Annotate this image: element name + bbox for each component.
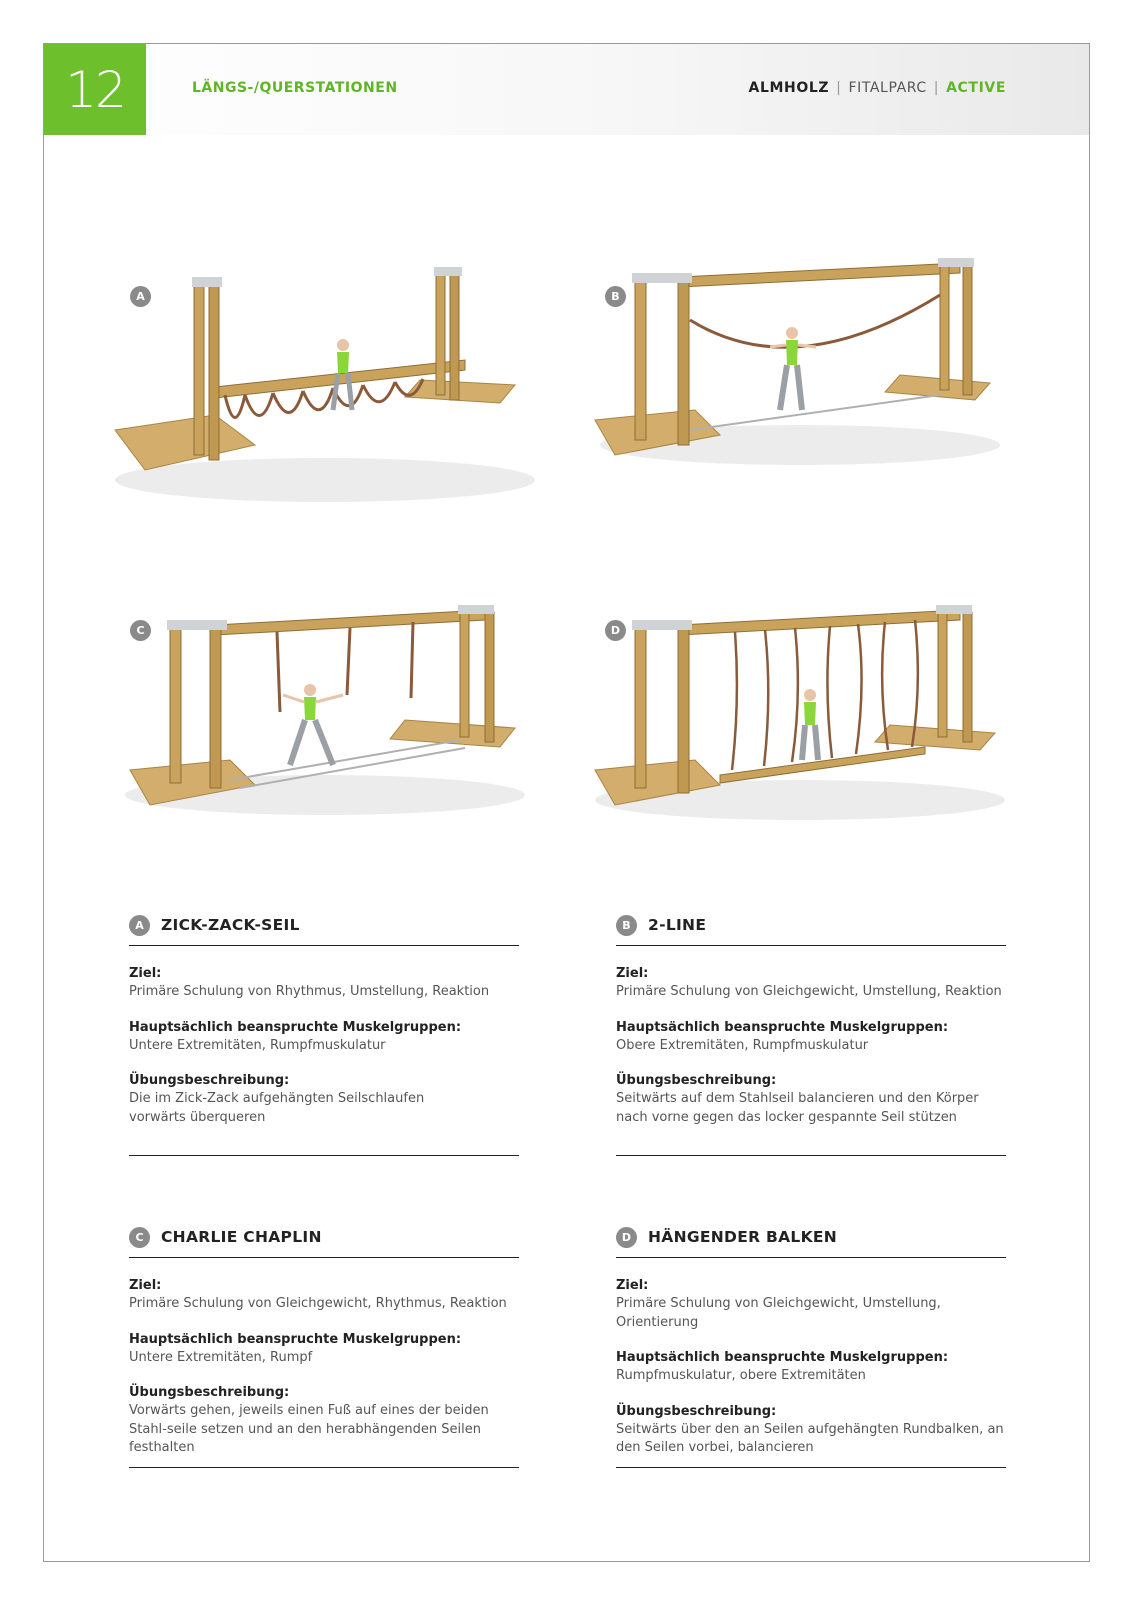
station-title: ZICK-ZACK-SEIL [161,916,300,934]
uebung-label: Übungsbeschreibung: [616,1073,777,1088]
ziel-label: Ziel: [616,966,649,981]
2-line-icon [580,255,1020,555]
uebung-field [129,1072,519,1127]
badge-d: D [605,620,626,641]
brand-separator: | [933,80,940,96]
uebung-text: Die im Zick-Zack aufgehängten Seilschlaufen vorwärts überqueren [129,1091,425,1125]
badge-c: C [130,620,151,641]
muskel-field [616,1349,1006,1386]
muskel-text: Untere Extremitäten, Rumpfmuskulatur [129,1037,386,1053]
section-title: LÄNGS-/QUERSTATIONEN [192,80,398,96]
charlie-chaplin-illustration [105,600,545,900]
divider [616,1257,1006,1258]
station-card-b [616,912,1006,1127]
station-card-a [129,912,519,1127]
haengender-balken-illustration [580,600,1020,900]
ziel-field [616,965,1006,1002]
muskel-label: Hauptsächlich beanspruchte Muskelgruppen: [616,1019,949,1035]
card-header [129,1224,519,1254]
brand-separator: | [836,80,842,96]
ziel-field [129,965,519,1002]
uebung-field [129,1384,519,1458]
muskel-field [129,1331,519,1368]
ziel-text: Primäre Schulung von Gleichgewicht, Rhythmus, Reaktion [129,1296,507,1311]
2-line-illustration [580,255,1020,555]
station-card-c [129,1224,519,1458]
station-card-d [616,1224,1006,1458]
zick-zack-seil-illustration [105,255,545,555]
badge-a: A [130,286,151,307]
badge-b: B [616,915,637,936]
page-number: 12 [44,44,146,135]
badge-c: C [129,1227,150,1248]
muskel-field [129,1019,519,1056]
card-header [129,912,519,942]
uebung-label: Übungsbeschreibung: [129,1073,290,1088]
station-title: 2-LINE [648,916,707,934]
muskel-label: Hauptsächlich beanspruchte Muskelgruppen: [616,1350,949,1365]
ziel-text: Primäre Schulung von Gleichgewicht, Umstellung, Reaktion [616,984,1002,999]
uebung-field [616,1403,1006,1458]
uebung-label: Übungsbeschreibung: [129,1385,290,1400]
brand-fitalparc: FITALPARC [848,80,927,96]
divider [616,945,1006,946]
ziel-field [129,1277,519,1314]
ziel-label: Ziel: [616,1278,649,1293]
badge-b: B [605,286,626,307]
muskel-text: Untere Extremitäten, Rumpf [129,1349,313,1365]
charlie-chaplin-icon [105,600,545,900]
muskel-label: Hauptsächlich beanspruchte Muskelgruppen: [129,1019,462,1035]
brand-almholz: ALMHOLZ [748,80,830,96]
station-title: HÄNGENDER BALKEN [648,1228,838,1246]
divider [129,945,519,946]
muskel-text: Rumpfmuskulatur, obere Extremitäten [616,1368,866,1383]
ziel-label: Ziel: [129,1278,162,1293]
zick-zack-seil-icon [105,255,545,555]
divider [129,1257,519,1258]
uebung-label: Übungsbeschreibung: [616,1403,777,1419]
muskel-field [616,1019,1006,1056]
divider [616,1467,1006,1468]
uebung-text: Vorwärts gehen, jeweils einen Fuß auf eines der beiden Stahl-seile setzen und an den herabhängenden Seilen festhalten [129,1403,489,1455]
ziel-text: Primäre Schulung von Gleichgewicht, Umstellung, Orientierung [616,1296,941,1330]
divider [129,1155,519,1156]
uebung-text: Seitwärts auf dem Stahlseil balancieren und den Körper nach vorne gegen das locker gespannte Seil stützen [616,1091,979,1125]
badge-a: A [129,915,150,936]
card-header [616,1224,1006,1254]
muskel-text: Obere Extremitäten, Rumpfmuskulatur [616,1037,869,1053]
station-title: CHARLIE CHAPLIN [161,1228,322,1246]
badge-d: D [616,1227,637,1248]
brand-active: ACTIVE [946,80,1006,96]
ziel-text: Primäre Schulung von Rhythmus, Umstellung, Reaktion [129,984,490,999]
muskel-label: Hauptsächlich beanspruchte Muskelgruppen: [129,1331,462,1347]
ziel-field [616,1277,1006,1332]
uebung-field [616,1072,1006,1127]
divider [616,1155,1006,1156]
ziel-label: Ziel: [129,966,162,981]
divider [129,1467,519,1468]
uebung-text: Seitwärts über den an Seilen aufgehängten Rundbalken, an den Seilen vorbei, balancieren [616,1421,1004,1455]
brand-logo [749,80,1006,96]
card-header [616,912,1006,942]
haengender-balken-icon [580,600,1020,900]
